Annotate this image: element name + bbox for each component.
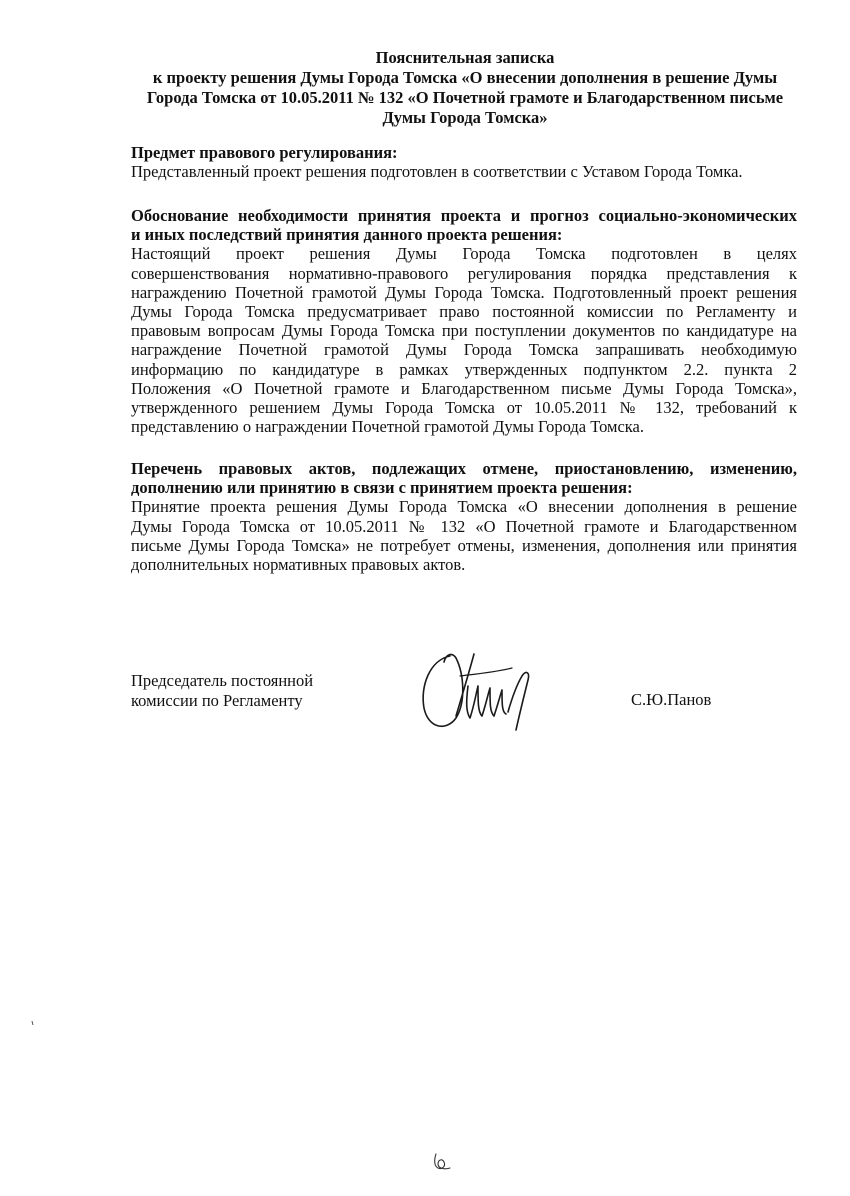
body-line: письме Думы Города Томска» не потребует отмены, изменения, дополнения или принятия (131, 535, 797, 555)
section-body (131, 244, 797, 436)
body-line: Положения «О Почетной грамоте и Благодарственном письме Думы Города Томска», (131, 378, 797, 398)
body-line: Принятие проекта решения Думы Города Томска «О внесении дополнения в решение (131, 497, 797, 517)
body-line: награждению Почетной грамотой Думы Города Томска. Подготовленный проект решения (131, 282, 797, 302)
body-line: Думы Города Томска от 10.05.2011 № 132 «О Почетной грамоте и Благодарственном (131, 516, 797, 536)
position-line: комиссии по Регламенту (131, 691, 303, 710)
body-line: награждение Почетной грамотой Думы Города Томска запрашивать необходимую (131, 340, 797, 360)
section-heading (131, 206, 797, 244)
title-line: к проекту решения Думы Города Томска «О внесении дополнения в решение Думы (152, 68, 778, 87)
section-heading: Предмет правового регулирования: (131, 143, 398, 162)
body-line: правовым вопросам Думы Города Томска при поступлении документов по кандидатуре на (131, 321, 797, 341)
signatory-name: С.Ю.Панов (631, 690, 712, 709)
heading-line: Обоснование необходимости принятия проекта и прогноз социально-экономических (131, 206, 797, 225)
heading-line: и иных последствий принятия данного проекта решения: (131, 225, 563, 245)
handwritten-signature (416, 646, 532, 736)
body-line: утвержденного решением Думы Города Томска от 10.05.2011 № 132, требований к (131, 398, 797, 418)
body-line: Настоящий проект решения Думы Города Томска подготовлен в целях (131, 244, 797, 264)
title-line: Думы Города Томска» (382, 108, 548, 127)
section-body: Представленный проект решения подготовлен в соответствии с Уставом Города Томка. (131, 162, 743, 182)
title-line: Города Томска от 10.05.2011 № 132 «О Почетной грамоте и Благодарственном письме (146, 88, 784, 107)
section-legal-acts (131, 459, 797, 574)
body-line: информацию по кандидатуре в рамках утвержденных подпунктом 2.2. пункта 2 (131, 359, 797, 379)
body-line: совершенствования нормативно-правового регулирования порядка представления к (131, 263, 797, 283)
signatory-position (131, 671, 313, 711)
body-line: представлению о награждении Почетной грамотой Думы Города Томска. (131, 417, 645, 437)
body-line: дополнительных нормативных правовых актов. (131, 555, 466, 575)
heading-line: дополнению или принятию в связи с принятием проекта решения: (131, 478, 633, 498)
section-regulation-subject (131, 143, 797, 181)
body-line: Думы Города Томска предусматривает право постоянной комиссии по Регламенту и (131, 302, 797, 322)
position-line: Председатель постоянной (131, 671, 314, 690)
section-body (131, 497, 797, 574)
title-line: Пояснительная записка (375, 48, 555, 67)
document-title (110, 48, 820, 128)
scan-speck (31, 1021, 34, 1025)
section-justification (131, 206, 797, 436)
handwritten-page-mark (430, 1150, 456, 1172)
heading-line: Перечень правовых актов, подлежащих отмене, приостановлению, изменению, (131, 459, 797, 478)
section-heading (131, 459, 797, 497)
